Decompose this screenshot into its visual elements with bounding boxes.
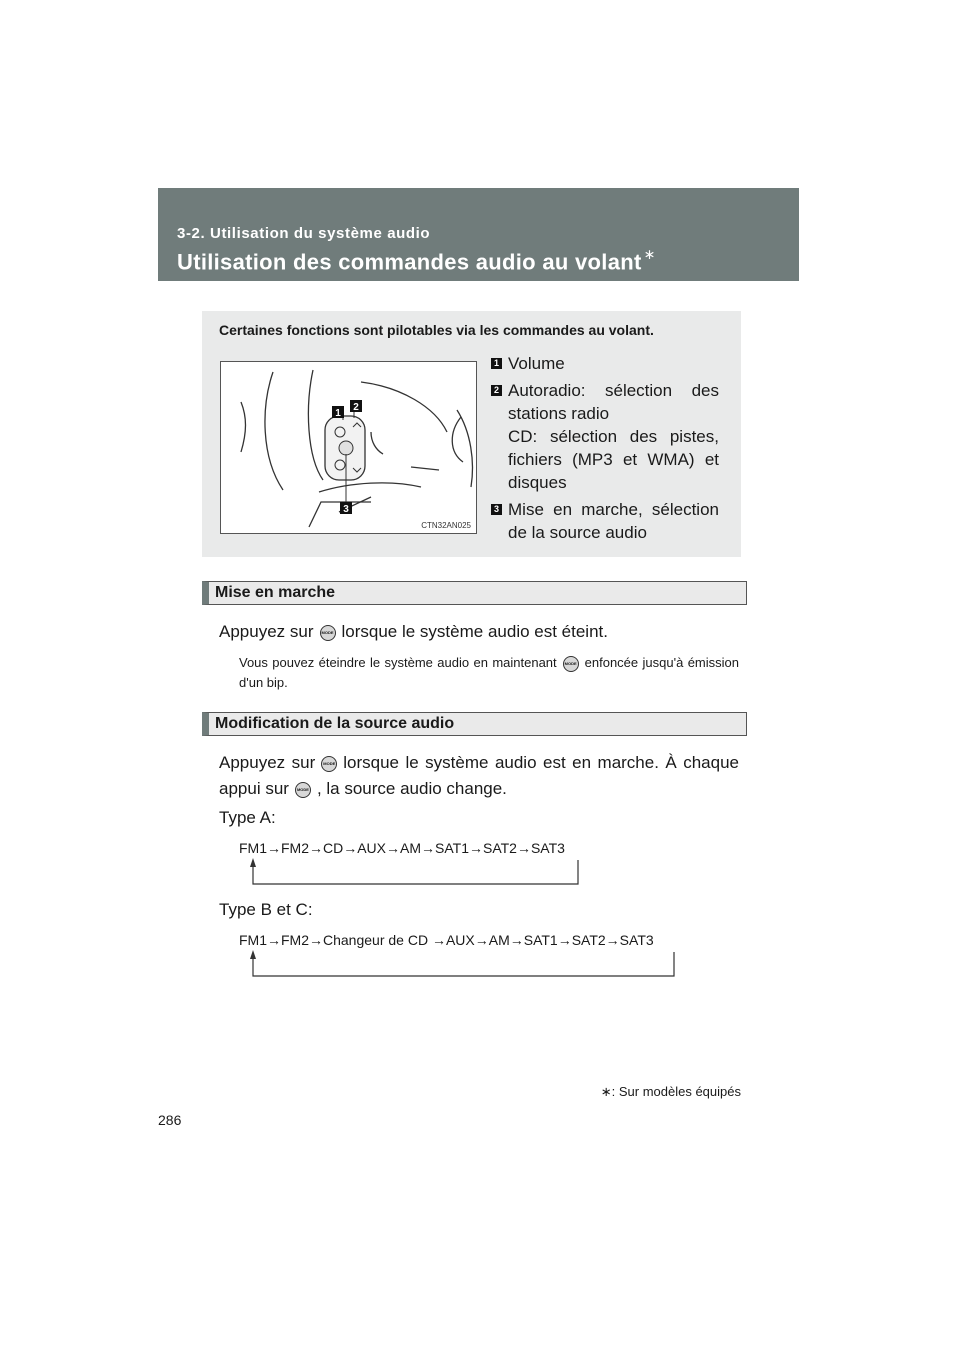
type-bc-label: Type B et C: bbox=[219, 900, 313, 919]
hub-curve bbox=[452, 417, 463, 462]
detail-line bbox=[411, 467, 439, 470]
section-header bbox=[158, 188, 799, 281]
note-text: enfoncée jusqu'à émission d'un bip. bbox=[239, 655, 739, 690]
subheading-text: Modification de la source audio bbox=[215, 715, 455, 732]
page-title-text: Utilisation des commandes audio au volant bbox=[177, 249, 642, 275]
legend-item bbox=[491, 498, 719, 544]
wheel-rim-left bbox=[265, 372, 283, 490]
type-a-loop-arrow bbox=[240, 858, 590, 888]
legend-text: Mise en marche, sélection de la source audio bbox=[508, 500, 719, 542]
section-label: 3-2. Utilisation du système audio bbox=[177, 225, 431, 242]
power-off-note bbox=[239, 653, 739, 693]
type-a-label: Type A: bbox=[219, 808, 276, 827]
type-a-sequence: FM1→FM2→CD→AUX→AM→SAT1→SAT2→SAT3 bbox=[239, 840, 565, 856]
legend-item bbox=[491, 379, 719, 494]
subheading-change-source bbox=[202, 712, 747, 736]
wheel-rim-right bbox=[457, 410, 472, 487]
power-on-instruction bbox=[219, 620, 608, 644]
mode-button-icon bbox=[295, 782, 311, 798]
type-bc-sequence: FM1→FM2→Changeur de CD →AUX→AM→SAT1→SAT2→SAT3 bbox=[239, 932, 654, 948]
mode-button bbox=[339, 441, 353, 455]
steering-wheel-figure bbox=[220, 361, 477, 534]
subheading-power-on bbox=[202, 581, 747, 605]
steering-wheel-illustration bbox=[221, 362, 476, 533]
legend-number: 1 bbox=[491, 358, 502, 369]
instruction-text: lorsque le système audio est éteint. bbox=[341, 622, 608, 641]
footnote: ∗: Sur modèles équipés bbox=[600, 1084, 741, 1099]
subheading-text: Mise en marche bbox=[215, 584, 336, 601]
type-bc-loop-arrow bbox=[240, 950, 690, 980]
callout-1: 1 bbox=[335, 408, 341, 419]
intro-box bbox=[202, 311, 741, 557]
intro-text: Certaines fonctions sont pilotables via les commandes au volant. bbox=[219, 322, 654, 338]
page-number: 286 bbox=[158, 1112, 182, 1128]
wheel-rim-inner bbox=[308, 370, 323, 480]
detail-curve bbox=[371, 432, 383, 454]
note-text: Vous pouvez éteindre le système audio en maintenant bbox=[239, 655, 557, 670]
callout-3: 3 bbox=[343, 504, 349, 515]
legend-text: Autoradio: sélection des stations radio CD: sélection des pistes, fichiers (MP3 et WMA) et disques bbox=[508, 381, 719, 492]
title-asterisk: ∗ bbox=[643, 246, 656, 262]
mode-button-icon bbox=[563, 656, 579, 672]
legend-item bbox=[491, 352, 719, 375]
legend-text: Volume bbox=[508, 354, 565, 373]
wheel-spoke-bottom bbox=[319, 483, 421, 492]
mode-button-icon bbox=[321, 756, 337, 772]
wheel-spoke-top bbox=[361, 382, 447, 432]
instruction-text: Appuyez sur bbox=[219, 753, 316, 772]
change-source-instruction bbox=[219, 750, 739, 802]
figure-legend bbox=[491, 352, 719, 548]
figure-code: CTN32AN025 bbox=[421, 521, 471, 530]
instruction-text: , la source audio change. bbox=[316, 779, 507, 798]
instruction-text: Appuyez sur bbox=[219, 622, 314, 641]
callout-2: 2 bbox=[353, 402, 359, 413]
instruction-text: lorsque le système audio est en marche. À chaque appui sur bbox=[219, 753, 739, 798]
mode-button-icon bbox=[320, 625, 336, 641]
page-title bbox=[177, 248, 656, 275]
legend-number: 3 bbox=[491, 504, 502, 515]
rim-curve-1 bbox=[241, 402, 246, 452]
legend-number: 2 bbox=[491, 385, 502, 396]
